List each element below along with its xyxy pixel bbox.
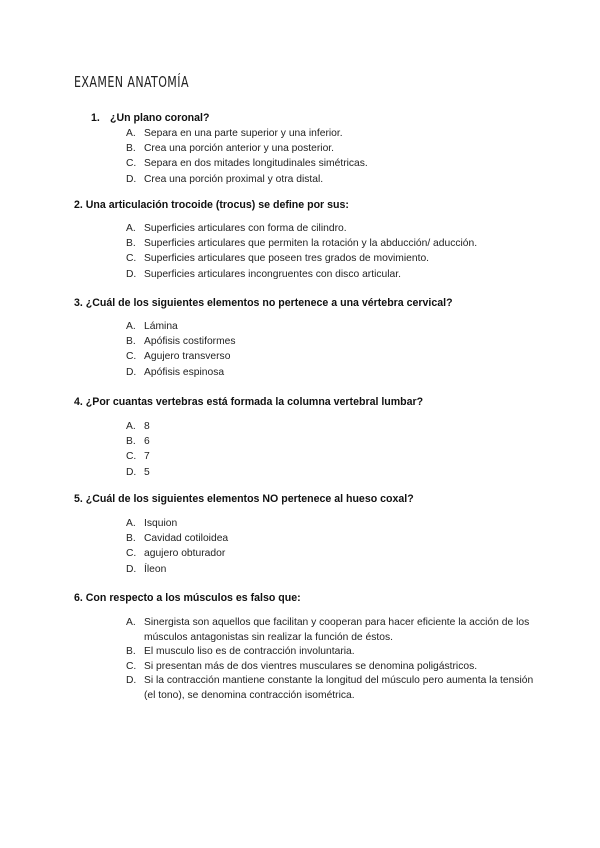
options-list <box>74 221 554 282</box>
question-2 <box>74 198 554 282</box>
option-c: C. Separa en dos mitades longitudinales simétricas. <box>126 158 368 170</box>
question-heading: 5. ¿Cuál de los siguientes elementos NO pertenece al hueso coxal? <box>74 493 414 505</box>
option-b: B. Cavidad cotiloidea <box>126 533 229 545</box>
question-heading: 3. ¿Cuál de los siguientes elementos no pertenece a una vértebra cervical? <box>74 297 453 309</box>
option-b: B. El musculo liso es de contracción involuntaria. <box>126 646 355 658</box>
option-a: A. Isquion <box>126 518 178 529</box>
option-a: A. Separa en una parte superior y una inferior. <box>126 128 343 139</box>
option-a: A. Sinergista son aquellos que facilitan y cooperan para hacer eficiente la acción de los músculos antagonistas sin realizar la función de éstos. <box>126 617 530 643</box>
option-a: A. Lámina <box>126 321 178 332</box>
option-c: C. agujero obturador <box>126 548 226 560</box>
question-heading: 2. Una articulación trocoide (trocus) se define por sus: <box>74 199 349 211</box>
question-heading <box>74 111 554 125</box>
option-a: A. 8 <box>126 421 150 432</box>
option-d: D. 5 <box>126 466 150 478</box>
option-d: D. Íleon <box>126 563 167 575</box>
question-3 <box>74 296 554 380</box>
option-c: C. 7 <box>126 451 150 463</box>
options-list <box>74 319 554 380</box>
option-c: C. Si presentan más de dos vientres musculares se denomina poligástricos. <box>126 660 478 672</box>
option-d: D. Superficies articulares incongruentes con disco articular. <box>126 268 401 280</box>
option-a: A. Superficies articulares con forma de cilindro. <box>126 223 347 234</box>
options-list <box>74 126 554 187</box>
question-5 <box>74 492 554 577</box>
exam-title: EXAMEN ANATOMÍA <box>74 73 189 91</box>
options-list <box>74 419 554 480</box>
option-d: D. Si la contracción mantiene constante la longitud del músculo pero aumenta la tensión (el tono), se denomina contracción isométrica. <box>126 675 534 701</box>
question-heading: 6. Con respecto a los músculos es falso que: <box>74 592 301 604</box>
option-c: C. Superficies articulares que poseen tres grados de movimiento. <box>126 253 430 265</box>
option-b: B. 6 <box>126 436 150 448</box>
question-4 <box>74 395 554 480</box>
option-b: B. Superficies articulares que permiten la rotación y la abducción/ aducción. <box>126 238 478 250</box>
option-b: B. Apófisis costiformes <box>126 336 236 348</box>
question-number: 1. <box>91 112 100 124</box>
options-list <box>74 616 534 704</box>
option-d: D. Apófisis espinosa <box>126 366 225 378</box>
question-text: ¿Un plano coronal? <box>110 112 210 124</box>
question-6 <box>74 591 554 704</box>
option-d: D. Crea una porción proximal y otra distal. <box>126 173 324 185</box>
question-heading: 4. ¿Por cuantas vertebras está formada la columna vertebral lumbar? <box>74 396 424 408</box>
option-c: C. Agujero transverso <box>126 351 231 363</box>
option-b: B. Crea una porción anterior y una posterior. <box>126 143 335 155</box>
question-1 <box>74 111 554 187</box>
options-list <box>74 516 554 577</box>
